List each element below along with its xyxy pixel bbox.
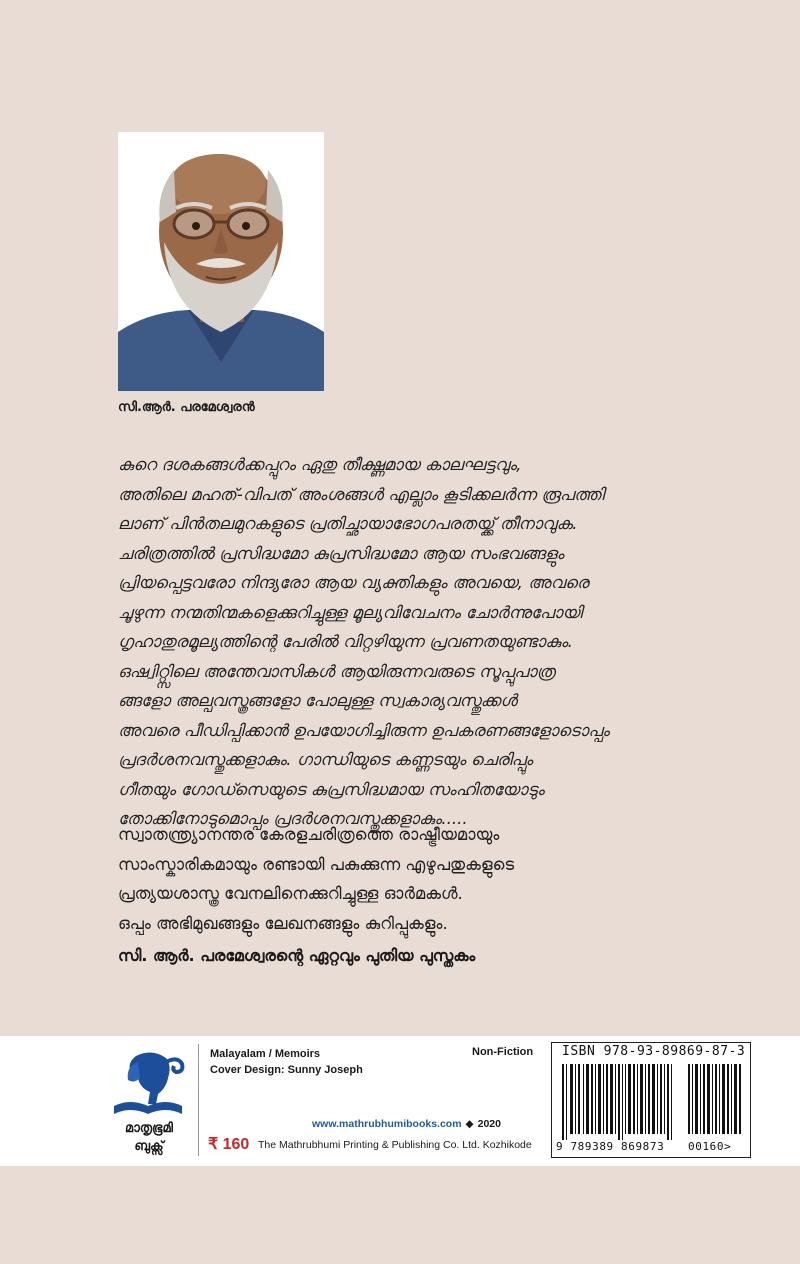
website-row bbox=[312, 1118, 501, 1130]
isbn-number: ISBN 978-93-89869-87-3 bbox=[562, 1044, 746, 1059]
blurb-line: അതിലെ മഹത്-വിപത് അംശങ്ങൾ എല്ലാം കൂടിക്കലർന്ന രൂപത്തി bbox=[118, 484, 605, 504]
about-line: ഒപ്പം അഭിമുഖങ്ങളും ലേഖനങ്ങളും കുറിപ്പുകളും. bbox=[118, 913, 448, 933]
diamond-icon: ◆ bbox=[465, 1118, 474, 1130]
about-line: പ്രത്യയശാസ്ത്ര വേനലിനെക്കുറിച്ചുള്ള ഓർമകൾ. bbox=[118, 884, 463, 903]
logo-name-line1: മാതൃഭൂമി bbox=[125, 1121, 173, 1136]
category-text: Malayalam / Memoirs bbox=[210, 1048, 321, 1060]
blurb-paragraph bbox=[118, 450, 698, 834]
tagline: സി. ആർ. പരമേശ്വരന്റെ ഏറ്റവും പുതിയ പുസ്തകം bbox=[118, 946, 476, 965]
genre-label: Non-Fiction bbox=[472, 1046, 534, 1058]
cover-design-credit: Cover Design: Sunny Joseph bbox=[210, 1064, 363, 1076]
blurb-line: പ്രിയപ്പെട്ടവരോ നിന്ദ്യരോ ആയ വ്യക്തികളും അവയെ, അവരെ bbox=[118, 573, 589, 592]
barcode-icon bbox=[558, 1064, 746, 1144]
book-meta bbox=[210, 1046, 363, 1078]
about-paragraph bbox=[118, 820, 698, 938]
blurb-line: തോക്കിനോടുമൊപ്പം പ്രദർശനവസ്തുക്കളാകും..... bbox=[118, 809, 468, 828]
blurb-line: ചൂഴുന്ന നന്മതിന്മകളെക്കുറിച്ചുള്ള മൂല്യവിവേചനം ചോർന്നുപോയി bbox=[118, 602, 583, 622]
price-label: ₹ 160 bbox=[208, 1136, 250, 1153]
blurb-line: ഗൃഹാതുരമൂല്യത്തിന്റെ പേരിൽ വിറ്റഴിയുന്ന പ്രവണതയുണ്ടാകും. bbox=[118, 632, 573, 651]
about-line: സാംസ്കാരികമായും രണ്ടായി പകുക്കുന്ന എഴുപതുകളുടെ bbox=[118, 854, 515, 874]
footer-divider bbox=[198, 1044, 199, 1156]
publisher-name: The Mathrubhumi Printing & Publishing Co. Ltd. Kozhikode bbox=[258, 1139, 532, 1151]
blurb-line: ഒഷ്വിറ്റ്സിലെ അന്തേവാസികൾ ആയിരുന്നവരുടെ സൂപ്പുപാത്ര bbox=[118, 661, 555, 681]
blurb-line: ലാണ് പിൻതലമുറകളുടെ പ്രതിച്ഛായാഭോഗപരതയ്ക്ക് തീനാവുക. bbox=[118, 514, 578, 533]
about-line: സ്വാതന്ത്ര്യാനന്തര കേരളചരിത്രത്തെ രാഷ്ട്രീയമായും bbox=[118, 825, 500, 844]
blurb-line: അവരെ പീഡിപ്പിക്കാൻ ഉപയോഗിച്ചിരുന്ന ഉപകരണങ്ങളോടൊപ്പം bbox=[118, 720, 610, 740]
blurb-line: കുറെ ദശകങ്ങൾക്കപ്പുറം ഏതു തീക്ഷ്ണമായ കാലഘട്ടവും, bbox=[118, 455, 522, 474]
author-photo bbox=[118, 132, 324, 391]
blurb-line: ങ്ങളോ അല്പവസ്ത്രങ്ങളോ പോലുള്ള സ്വകാര്യവസ്തുക്കൾ bbox=[118, 691, 517, 710]
logo-name-line2: ബുക്സ് bbox=[134, 1139, 164, 1154]
blurb-line: ചരിത്രത്തിൽ പ്രസിദ്ധമോ കുപ്രസിദ്ധമോ ആയ സംഭവങ്ങളും bbox=[118, 543, 564, 563]
publication-year: 2020 bbox=[477, 1118, 501, 1130]
website-link[interactable]: www.mathrubhumibooks.com bbox=[312, 1118, 462, 1130]
ean-digits: 9 789389 869873 bbox=[556, 1140, 665, 1153]
author-name: സി.ആർ. പരമേശ്വരൻ bbox=[118, 400, 255, 415]
blurb-line: പ്രദർശനവസ്തുക്കളാകും. ഗാന്ധിയുടെ കണ്ണടയും ചെരിപ്പും bbox=[118, 750, 533, 769]
blurb-line: ഗീതയും ഗോഡ്സെയുടെ കുപ്രസിദ്ധമായ സംഹിതയോടും bbox=[118, 779, 545, 799]
price-code: 00160> bbox=[688, 1140, 732, 1153]
publisher-logo-name bbox=[104, 1120, 194, 1156]
